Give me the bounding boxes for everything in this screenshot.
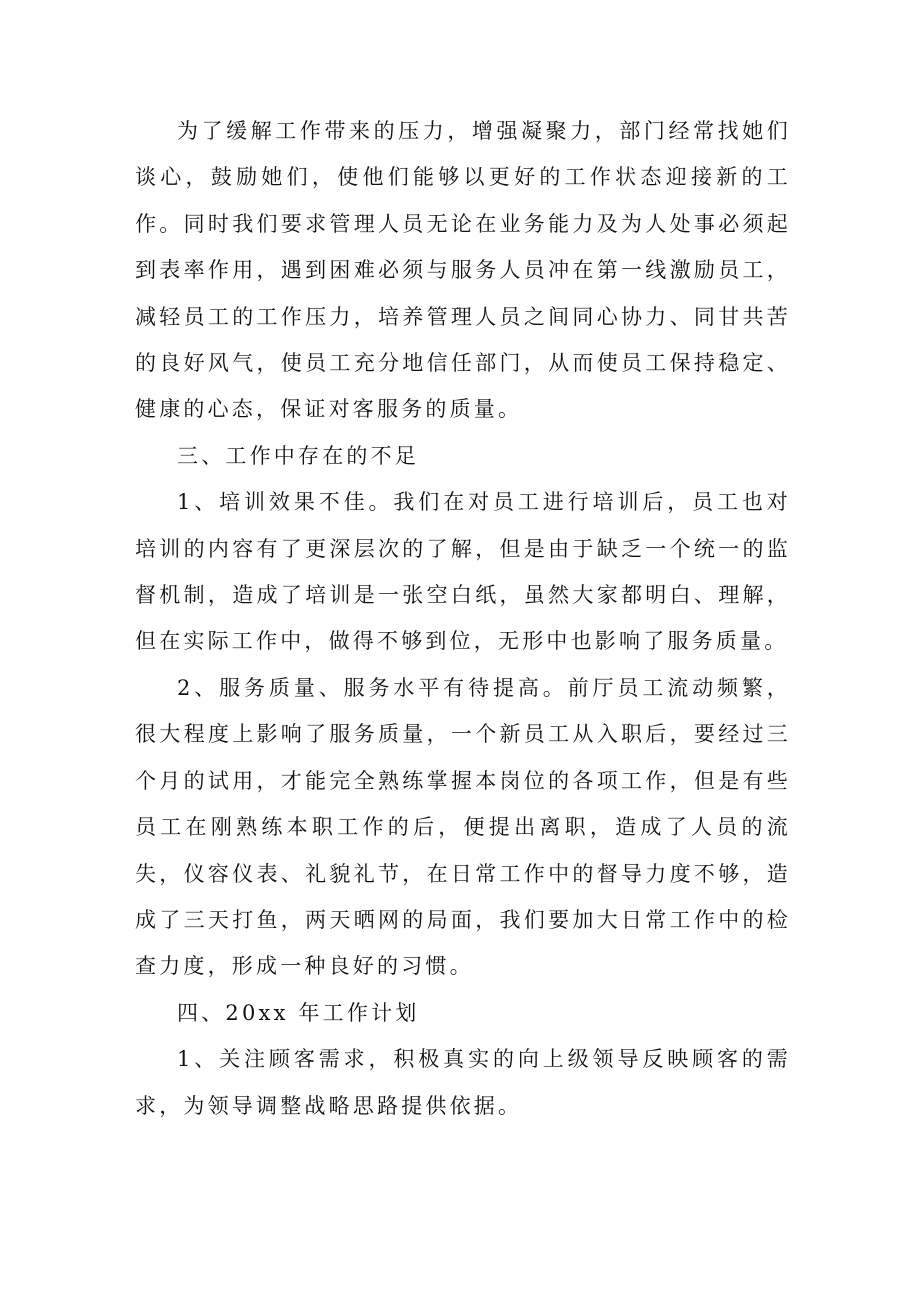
paragraph-staff-care: 为了缓解工作带来的压力，增强凝聚力，部门经常找她们谈心，鼓励她们，使他们能够以更好的工作状态迎接新的工作。同时我们要求管理人员无论在业务能力及为人处事必须起到表率作用，遇到困难必须与服务人员冲在第一线激励员工，减轻员工的工作压力，培养管理人员之间同心协力、同甘共苦的良好风气，使员工充分地信任部门，从而使员工保持稳定、健康的心态，保证对客服务的质量。 xyxy=(135,119,791,422)
document-body xyxy=(135,108,791,1129)
paragraph-training: 1、培训效果不佳。我们在对员工进行培训后，员工也对培训的内容有了更深层次的了解，但是由于缺乏一个统一的监督机制，造成了培训是一张空白纸，虽然大家都明白、理解，但在实际工作中，做得不够到位，无形中也影响了服务质量。 xyxy=(135,490,791,654)
paragraph-service-quality: 2、服务质量、服务水平有待提高。前厅员工流动频繁，很大程度上影响了服务质量，一个新员工从入职后，要经过三个月的试用，才能完全熟练掌握本岗位的各项工作，但是有些员工在刚熟练本职工作的后，便提出离职，造成了人员的流失，仪容仪表、礼貌礼节，在日常工作中的督导力度不够，造成了三天打鱼，两天晒网的局面，我们要加大日常工作中的检查力度，形成一种良好的习惯。 xyxy=(135,675,791,979)
paragraph-customer-needs: 1、关注顾客需求，积极真实的向上级领导反映顾客的需求，为领导调整战略思路提供依据。 xyxy=(135,1047,791,1118)
heading-work-plan: 四、20xx 年工作计划 xyxy=(177,1000,420,1025)
heading-shortcomings: 三、工作中存在的不足 xyxy=(177,443,419,468)
